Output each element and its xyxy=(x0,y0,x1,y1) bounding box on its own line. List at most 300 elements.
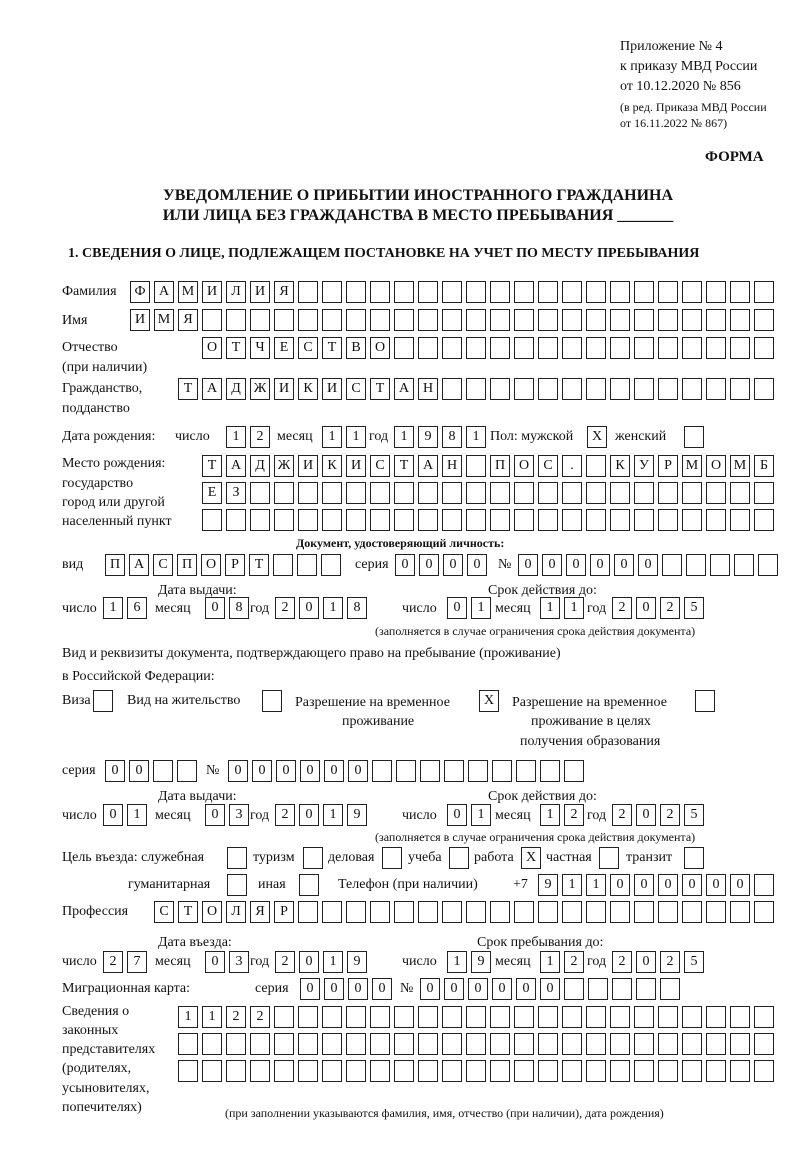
char-box[interactable] xyxy=(562,281,582,303)
representatives-boxes[interactable] xyxy=(178,1060,774,1082)
char-box[interactable]: 0 xyxy=(205,804,225,826)
char-box[interactable] xyxy=(444,760,464,782)
char-box[interactable] xyxy=(682,337,702,359)
char-box[interactable] xyxy=(562,482,582,504)
char-box[interactable] xyxy=(418,309,438,331)
char-box[interactable]: А xyxy=(202,378,222,400)
char-box[interactable]: 1 xyxy=(103,597,123,619)
phone-boxes[interactable] xyxy=(538,874,774,896)
char-box[interactable] xyxy=(658,378,678,400)
char-box[interactable] xyxy=(730,378,750,400)
char-box[interactable] xyxy=(634,482,654,504)
char-box[interactable] xyxy=(586,337,606,359)
char-box[interactable] xyxy=(227,847,247,869)
representatives-boxes[interactable] xyxy=(178,1006,774,1028)
char-box[interactable] xyxy=(734,554,754,576)
char-box[interactable] xyxy=(516,760,536,782)
char-box[interactable] xyxy=(372,760,392,782)
char-box[interactable] xyxy=(658,281,678,303)
char-box[interactable]: 0 xyxy=(658,874,678,896)
char-box[interactable] xyxy=(298,901,318,923)
char-box[interactable]: А xyxy=(129,554,149,576)
char-box[interactable] xyxy=(370,1033,390,1055)
char-box[interactable] xyxy=(730,337,750,359)
char-box[interactable] xyxy=(538,482,558,504)
char-box[interactable] xyxy=(298,281,318,303)
char-box[interactable] xyxy=(297,554,317,576)
char-box[interactable] xyxy=(586,1006,606,1028)
purpose-other-checkbox[interactable] xyxy=(299,874,319,896)
char-box[interactable] xyxy=(394,482,414,504)
char-box[interactable] xyxy=(274,1006,294,1028)
char-box[interactable]: Т xyxy=(226,337,246,359)
char-box[interactable] xyxy=(418,281,438,303)
char-box[interactable]: Т xyxy=(394,455,414,477)
char-box[interactable]: 0 xyxy=(682,874,702,896)
char-box[interactable] xyxy=(418,1033,438,1055)
char-box[interactable]: 1 xyxy=(540,597,560,619)
char-box[interactable]: 0 xyxy=(443,554,463,576)
char-box[interactable] xyxy=(586,901,606,923)
temp-res-edu-checkbox[interactable] xyxy=(695,690,715,712)
char-box[interactable] xyxy=(466,1006,486,1028)
char-box[interactable] xyxy=(634,378,654,400)
char-box[interactable] xyxy=(636,978,656,1000)
char-box[interactable]: 2 xyxy=(660,597,680,619)
purpose-service-checkbox[interactable] xyxy=(227,847,247,869)
char-box[interactable] xyxy=(202,509,222,531)
visa-checkbox[interactable] xyxy=(93,690,113,712)
char-box[interactable] xyxy=(250,1060,270,1082)
char-box[interactable]: Т xyxy=(249,554,269,576)
char-box[interactable] xyxy=(514,901,534,923)
char-box[interactable] xyxy=(514,309,534,331)
char-box[interactable]: О xyxy=(706,455,726,477)
char-box[interactable]: 2 xyxy=(564,951,584,973)
char-box[interactable] xyxy=(684,847,704,869)
char-box[interactable]: 2 xyxy=(103,951,123,973)
char-box[interactable]: Б xyxy=(754,455,774,477)
char-box[interactable] xyxy=(322,309,342,331)
char-box[interactable] xyxy=(682,1033,702,1055)
char-box[interactable] xyxy=(226,509,246,531)
char-box[interactable] xyxy=(658,309,678,331)
char-box[interactable]: Л xyxy=(226,281,246,303)
char-box[interactable]: Т xyxy=(370,378,390,400)
char-box[interactable] xyxy=(562,1060,582,1082)
char-box[interactable] xyxy=(562,901,582,923)
char-box[interactable]: 0 xyxy=(467,554,487,576)
char-box[interactable] xyxy=(610,309,630,331)
stay-number-boxes[interactable] xyxy=(228,760,584,782)
char-box[interactable] xyxy=(758,554,778,576)
char-box[interactable]: 1 xyxy=(323,804,343,826)
char-box[interactable]: И xyxy=(322,378,342,400)
char-box[interactable] xyxy=(634,281,654,303)
char-box[interactable]: 2 xyxy=(612,804,632,826)
char-box[interactable] xyxy=(538,337,558,359)
char-box[interactable]: 1 xyxy=(322,426,342,448)
char-box[interactable]: З xyxy=(226,482,246,504)
purpose-transit-checkbox[interactable] xyxy=(684,847,704,869)
char-box[interactable] xyxy=(514,378,534,400)
char-box[interactable] xyxy=(346,1060,366,1082)
char-box[interactable] xyxy=(538,309,558,331)
char-box[interactable] xyxy=(706,309,726,331)
char-box[interactable]: 2 xyxy=(226,1006,246,1028)
birth-day-boxes[interactable] xyxy=(226,426,270,448)
char-box[interactable] xyxy=(610,1006,630,1028)
char-box[interactable]: Я xyxy=(274,281,294,303)
char-box[interactable] xyxy=(250,509,270,531)
char-box[interactable]: 0 xyxy=(444,978,464,1000)
char-box[interactable] xyxy=(322,1033,342,1055)
char-box[interactable]: 1 xyxy=(540,804,560,826)
char-box[interactable] xyxy=(754,309,774,331)
char-box[interactable] xyxy=(588,978,608,1000)
char-box[interactable] xyxy=(466,901,486,923)
birth-month-boxes[interactable] xyxy=(322,426,366,448)
char-box[interactable]: 2 xyxy=(275,951,295,973)
stay-issue-day-boxes[interactable] xyxy=(103,804,147,826)
char-box[interactable] xyxy=(538,509,558,531)
char-box[interactable] xyxy=(418,482,438,504)
char-box[interactable] xyxy=(490,509,510,531)
char-box[interactable] xyxy=(442,482,462,504)
char-box[interactable] xyxy=(538,378,558,400)
char-box[interactable]: 2 xyxy=(660,804,680,826)
char-box[interactable] xyxy=(490,281,510,303)
char-box[interactable] xyxy=(442,1033,462,1055)
char-box[interactable]: 8 xyxy=(347,597,367,619)
char-box[interactable]: И xyxy=(250,281,270,303)
char-box[interactable] xyxy=(442,309,462,331)
char-box[interactable]: 0 xyxy=(300,760,320,782)
char-box[interactable]: В xyxy=(346,337,366,359)
char-box[interactable] xyxy=(322,1006,342,1028)
char-box[interactable]: О xyxy=(202,901,222,923)
char-box[interactable] xyxy=(418,337,438,359)
stay-until-year-boxes[interactable] xyxy=(612,951,704,973)
char-box[interactable]: 1 xyxy=(202,1006,222,1028)
char-box[interactable]: X xyxy=(587,426,607,448)
char-box[interactable] xyxy=(274,1060,294,1082)
stay-issue-month-boxes[interactable] xyxy=(205,804,249,826)
doc-valid-day-boxes[interactable] xyxy=(447,597,491,619)
char-box[interactable] xyxy=(610,1033,630,1055)
char-box[interactable]: Я xyxy=(178,309,198,331)
char-box[interactable] xyxy=(730,281,750,303)
char-box[interactable]: Ф xyxy=(130,281,150,303)
entry-month-boxes[interactable] xyxy=(205,951,249,973)
char-box[interactable]: М xyxy=(178,281,198,303)
male-checkbox[interactable] xyxy=(587,426,607,448)
char-box[interactable] xyxy=(490,1006,510,1028)
char-box[interactable] xyxy=(658,337,678,359)
char-box[interactable] xyxy=(562,378,582,400)
char-box[interactable] xyxy=(466,281,486,303)
char-box[interactable]: Т xyxy=(322,337,342,359)
char-box[interactable]: И xyxy=(130,309,150,331)
char-box[interactable] xyxy=(706,1033,726,1055)
char-box[interactable]: 1 xyxy=(586,874,606,896)
char-box[interactable] xyxy=(346,1006,366,1028)
char-box[interactable]: 0 xyxy=(492,978,512,1000)
char-box[interactable] xyxy=(660,978,680,1000)
char-box[interactable] xyxy=(303,847,323,869)
char-box[interactable] xyxy=(562,309,582,331)
char-box[interactable] xyxy=(562,509,582,531)
char-box[interactable]: 0 xyxy=(636,804,656,826)
char-box[interactable]: С xyxy=(154,901,174,923)
char-box[interactable] xyxy=(684,426,704,448)
char-box[interactable] xyxy=(322,281,342,303)
char-box[interactable] xyxy=(730,901,750,923)
purpose-tourism-checkbox[interactable] xyxy=(303,847,323,869)
char-box[interactable]: О xyxy=(514,455,534,477)
char-box[interactable]: 1 xyxy=(447,951,467,973)
char-box[interactable]: И xyxy=(274,378,294,400)
doc-series-boxes[interactable] xyxy=(395,554,487,576)
char-box[interactable]: П xyxy=(177,554,197,576)
char-box[interactable]: 1 xyxy=(466,426,486,448)
char-box[interactable] xyxy=(490,309,510,331)
char-box[interactable] xyxy=(514,1033,534,1055)
char-box[interactable] xyxy=(370,1060,390,1082)
char-box[interactable]: 0 xyxy=(300,978,320,1000)
stay-until-day-boxes[interactable] xyxy=(447,951,491,973)
doc-kind-boxes[interactable] xyxy=(105,554,341,576)
char-box[interactable]: Д xyxy=(250,455,270,477)
char-box[interactable]: 2 xyxy=(250,1006,270,1028)
char-box[interactable]: 0 xyxy=(348,978,368,1000)
char-box[interactable] xyxy=(610,509,630,531)
female-checkbox[interactable] xyxy=(684,426,704,448)
char-box[interactable] xyxy=(394,337,414,359)
char-box[interactable] xyxy=(492,760,512,782)
char-box[interactable] xyxy=(490,337,510,359)
char-box[interactable]: 2 xyxy=(275,804,295,826)
char-box[interactable] xyxy=(322,509,342,531)
char-box[interactable] xyxy=(442,1060,462,1082)
char-box[interactable]: 0 xyxy=(205,951,225,973)
char-box[interactable] xyxy=(612,978,632,1000)
char-box[interactable] xyxy=(262,690,282,712)
char-box[interactable] xyxy=(754,482,774,504)
mc-series-boxes[interactable] xyxy=(300,978,392,1000)
char-box[interactable] xyxy=(682,1006,702,1028)
char-box[interactable] xyxy=(93,690,113,712)
char-box[interactable]: 3 xyxy=(229,804,249,826)
stay-until-month-boxes[interactable] xyxy=(540,951,584,973)
char-box[interactable] xyxy=(346,1033,366,1055)
char-box[interactable] xyxy=(754,1060,774,1082)
purpose-study-checkbox[interactable] xyxy=(449,847,469,869)
char-box[interactable] xyxy=(226,1060,246,1082)
char-box[interactable] xyxy=(695,690,715,712)
char-box[interactable]: О xyxy=(370,337,390,359)
doc-issue-month-boxes[interactable] xyxy=(205,597,249,619)
char-box[interactable]: 0 xyxy=(730,874,750,896)
char-box[interactable]: 0 xyxy=(636,951,656,973)
char-box[interactable]: 3 xyxy=(229,951,249,973)
char-box[interactable] xyxy=(562,337,582,359)
char-box[interactable]: 9 xyxy=(347,951,367,973)
char-box[interactable] xyxy=(514,509,534,531)
char-box[interactable] xyxy=(396,760,416,782)
char-box[interactable] xyxy=(466,309,486,331)
char-box[interactable]: 0 xyxy=(542,554,562,576)
char-box[interactable] xyxy=(346,281,366,303)
char-box[interactable] xyxy=(730,1060,750,1082)
char-box[interactable]: 7 xyxy=(127,951,147,973)
char-box[interactable] xyxy=(346,309,366,331)
char-box[interactable] xyxy=(274,1033,294,1055)
char-box[interactable]: Н xyxy=(418,378,438,400)
char-box[interactable] xyxy=(466,482,486,504)
char-box[interactable]: А xyxy=(418,455,438,477)
residence-checkbox[interactable] xyxy=(262,690,282,712)
char-box[interactable] xyxy=(682,281,702,303)
char-box[interactable]: 6 xyxy=(127,597,147,619)
char-box[interactable] xyxy=(706,378,726,400)
char-box[interactable] xyxy=(490,378,510,400)
char-box[interactable] xyxy=(466,1033,486,1055)
char-box[interactable]: 0 xyxy=(518,554,538,576)
char-box[interactable]: 5 xyxy=(684,804,704,826)
stay-series-boxes[interactable] xyxy=(105,760,197,782)
doc-number-boxes[interactable] xyxy=(518,554,778,576)
char-box[interactable] xyxy=(227,874,247,896)
profession-boxes[interactable] xyxy=(154,901,774,923)
char-box[interactable] xyxy=(754,874,774,896)
char-box[interactable] xyxy=(346,509,366,531)
char-box[interactable] xyxy=(514,482,534,504)
char-box[interactable] xyxy=(298,1033,318,1055)
char-box[interactable] xyxy=(514,1060,534,1082)
char-box[interactable]: 2 xyxy=(660,951,680,973)
char-box[interactable] xyxy=(538,1033,558,1055)
char-box[interactable]: 0 xyxy=(299,951,319,973)
char-box[interactable]: 8 xyxy=(229,597,249,619)
char-box[interactable]: 0 xyxy=(706,874,726,896)
char-box[interactable] xyxy=(538,1006,558,1028)
char-box[interactable] xyxy=(730,482,750,504)
char-box[interactable]: Ж xyxy=(274,455,294,477)
char-box[interactable]: 2 xyxy=(564,804,584,826)
char-box[interactable] xyxy=(418,509,438,531)
char-box[interactable] xyxy=(634,509,654,531)
char-box[interactable]: 0 xyxy=(638,554,658,576)
char-box[interactable] xyxy=(382,847,402,869)
char-box[interactable] xyxy=(610,378,630,400)
birth-place-boxes[interactable] xyxy=(202,482,774,504)
char-box[interactable]: 0 xyxy=(324,978,344,1000)
char-box[interactable]: 0 xyxy=(566,554,586,576)
char-box[interactable] xyxy=(586,509,606,531)
char-box[interactable]: К xyxy=(610,455,630,477)
char-box[interactable] xyxy=(634,309,654,331)
char-box[interactable] xyxy=(442,509,462,531)
char-box[interactable]: 0 xyxy=(447,597,467,619)
char-box[interactable]: 0 xyxy=(105,760,125,782)
char-box[interactable]: О xyxy=(201,554,221,576)
char-box[interactable]: 2 xyxy=(250,426,270,448)
char-box[interactable]: 1 xyxy=(471,804,491,826)
char-box[interactable]: 0 xyxy=(468,978,488,1000)
char-box[interactable] xyxy=(754,901,774,923)
char-box[interactable] xyxy=(634,337,654,359)
char-box[interactable] xyxy=(442,901,462,923)
char-box[interactable]: А xyxy=(154,281,174,303)
char-box[interactable] xyxy=(686,554,706,576)
char-box[interactable] xyxy=(754,1033,774,1055)
char-box[interactable] xyxy=(250,1033,270,1055)
char-box[interactable]: П xyxy=(105,554,125,576)
char-box[interactable] xyxy=(466,1060,486,1082)
char-box[interactable] xyxy=(274,309,294,331)
entry-year-boxes[interactable] xyxy=(275,951,367,973)
char-box[interactable] xyxy=(610,337,630,359)
char-box[interactable] xyxy=(490,901,510,923)
char-box[interactable]: 8 xyxy=(442,426,462,448)
char-box[interactable] xyxy=(634,1033,654,1055)
char-box[interactable]: С xyxy=(346,378,366,400)
char-box[interactable]: X xyxy=(521,847,541,869)
char-box[interactable] xyxy=(442,1006,462,1028)
char-box[interactable] xyxy=(538,281,558,303)
char-box[interactable]: 0 xyxy=(299,804,319,826)
char-box[interactable] xyxy=(466,337,486,359)
char-box[interactable]: С xyxy=(298,337,318,359)
char-box[interactable] xyxy=(682,1060,702,1082)
char-box[interactable]: 9 xyxy=(538,874,558,896)
char-box[interactable] xyxy=(490,482,510,504)
char-box[interactable]: 0 xyxy=(372,978,392,1000)
char-box[interactable] xyxy=(540,760,560,782)
char-box[interactable] xyxy=(418,1060,438,1082)
char-box[interactable] xyxy=(658,1060,678,1082)
char-box[interactable]: П xyxy=(490,455,510,477)
char-box[interactable] xyxy=(250,482,270,504)
char-box[interactable] xyxy=(322,901,342,923)
char-box[interactable] xyxy=(586,378,606,400)
char-box[interactable] xyxy=(586,482,606,504)
purpose-business-checkbox[interactable] xyxy=(382,847,402,869)
char-box[interactable] xyxy=(490,1033,510,1055)
char-box[interactable] xyxy=(682,901,702,923)
char-box[interactable] xyxy=(634,901,654,923)
char-box[interactable]: 0 xyxy=(276,760,296,782)
char-box[interactable] xyxy=(586,309,606,331)
char-box[interactable]: Е xyxy=(274,337,294,359)
char-box[interactable] xyxy=(658,482,678,504)
char-box[interactable] xyxy=(586,455,606,477)
char-box[interactable] xyxy=(538,1060,558,1082)
char-box[interactable]: 0 xyxy=(252,760,272,782)
char-box[interactable]: 0 xyxy=(324,760,344,782)
char-box[interactable]: 1 xyxy=(471,597,491,619)
char-box[interactable] xyxy=(658,901,678,923)
char-box[interactable]: 2 xyxy=(612,597,632,619)
char-box[interactable] xyxy=(610,281,630,303)
char-box[interactable] xyxy=(394,1033,414,1055)
char-box[interactable] xyxy=(706,281,726,303)
char-box[interactable] xyxy=(634,1006,654,1028)
char-box[interactable] xyxy=(449,847,469,869)
char-box[interactable]: И xyxy=(298,455,318,477)
char-box[interactable] xyxy=(586,281,606,303)
